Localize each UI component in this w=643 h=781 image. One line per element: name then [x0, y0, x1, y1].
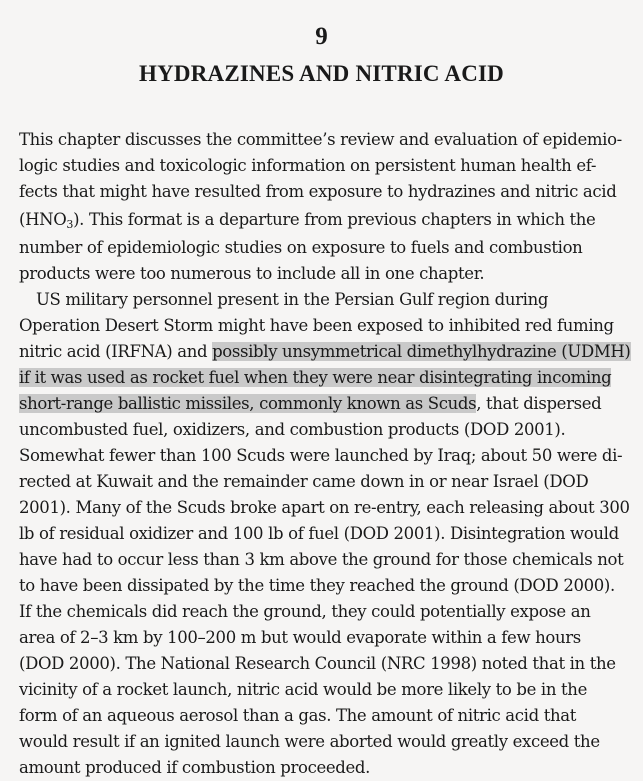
- chapter-number: 9: [315, 23, 328, 50]
- chapter-body: [19, 127, 639, 781]
- text-line[interactable]: fects that might have resulted from exposure to hydrazines and nitric acid: [19, 182, 617, 201]
- text-line[interactable]: [19, 365, 639, 391]
- text-line[interactable]: area of 2–3 km by 100–200 m but would evaporate within a few hours: [19, 628, 581, 647]
- selected-text[interactable]: if it was used as rocket fuel when they were near disintegrating incoming: [19, 368, 612, 387]
- text-line[interactable]: products were too numerous to include all in one chapter.: [19, 264, 485, 283]
- text-fragment: ). This format is a departure from previous chapters in which the: [73, 210, 596, 229]
- formula-prefix: (HNO: [19, 210, 67, 229]
- selected-text[interactable]: possibly unsymmetrical dimethylhydrazine (UDMH): [212, 342, 631, 361]
- text-line[interactable]: (DOD 2000). The National Research Council (NRC 1998) noted that in the: [19, 654, 616, 673]
- paragraph-exposure: [19, 287, 639, 781]
- text-line[interactable]: rected at Kuwait and the remainder came down in or near Israel (DOD: [19, 472, 589, 491]
- paragraph-intro: [19, 127, 639, 287]
- text-line[interactable]: [19, 391, 639, 417]
- text-line[interactable]: [19, 339, 639, 365]
- text-line[interactable]: form of an aqueous aerosol than a gas. The amount of nitric acid that: [19, 706, 577, 725]
- text-line[interactable]: This chapter discusses the committee’s review and evaluation of epidemio-: [19, 130, 622, 149]
- text-line[interactable]: vicinity of a rocket launch, nitric acid would be more likely to be in the: [19, 680, 587, 699]
- text-fragment: nitric acid (IRFNA) and: [19, 342, 213, 361]
- text-line[interactable]: have had to occur less than 3 km above the ground for those chemicals not: [19, 550, 624, 569]
- text-line[interactable]: lb of residual oxidizer and 100 lb of fuel (DOD 2001). Disintegration would: [19, 524, 619, 543]
- text-line[interactable]: If the chemicals did reach the ground, they could potentially expose an: [19, 602, 591, 621]
- text-line[interactable]: amount produced if combustion proceeded.: [19, 758, 371, 777]
- selected-text[interactable]: short-range ballistic missiles, commonly known as Scuds: [19, 394, 477, 413]
- text-line[interactable]: would result if an ignited launch were aborted would greatly exceed the: [19, 732, 600, 751]
- text-fragment: , that dispersed: [476, 394, 602, 413]
- text-line[interactable]: to have been dissipated by the time they reached the ground (DOD 2000).: [19, 576, 615, 595]
- text-line[interactable]: number of epidemiologic studies on exposure to fuels and combustion: [19, 238, 583, 257]
- text-line[interactable]: 2001). Many of the Scuds broke apart on re-entry, each releasing about 300: [19, 498, 630, 517]
- text-line[interactable]: uncombusted fuel, oxidizers, and combustion products (DOD 2001).: [19, 420, 566, 439]
- text-line[interactable]: Operation Desert Storm might have been exposed to inhibited red fuming: [19, 316, 614, 335]
- chapter-title: HYDRAZINES AND NITRIC ACID: [139, 61, 504, 86]
- text-line[interactable]: US military personnel present in the Persian Gulf region during: [36, 290, 549, 309]
- text-line[interactable]: logic studies and toxicologic information on persistent human health ef-: [19, 156, 597, 175]
- formula-subscript: 3: [66, 218, 74, 231]
- text-line[interactable]: Somewhat fewer than 100 Scuds were launched by Iraq; about 50 were di-: [19, 446, 623, 465]
- text-line[interactable]: [19, 205, 639, 235]
